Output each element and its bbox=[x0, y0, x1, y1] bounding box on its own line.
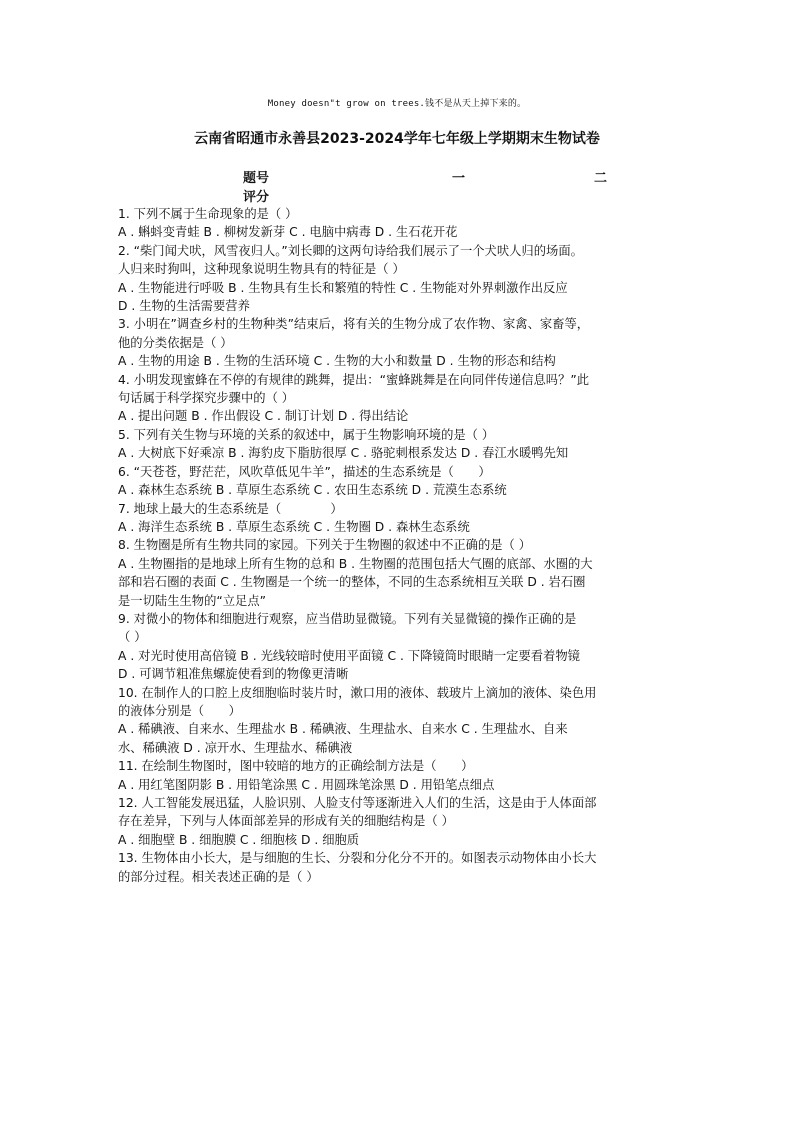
text-line: D . 可调节粗准焦螺旋使看到的物像更清晰 bbox=[118, 667, 349, 682]
text-line: 5. 下列有关生物与环境的关系的叙述中，属于生物影响环境的是（ ） bbox=[118, 427, 495, 442]
text-line: A . 提出问题 B . 作出假设 C . 制订计划 D . 得出结论 bbox=[118, 409, 409, 424]
text-line: A . 生物能进行呼吸 B . 生物具有生长和繁殖的特性 C . 生物能对外界刺激作出反应 bbox=[118, 280, 568, 295]
page-title: 云南省昭通市永善县2023-2024学年七年级上学期期末生物试卷 bbox=[194, 131, 600, 147]
text-line: （ ） bbox=[118, 630, 147, 645]
text-line: A . 细胞壁 B . 细胞膜 C . 细胞核 D . 细胞质 bbox=[118, 832, 360, 847]
text-line: 13. 生物体由小长大，是与细胞的生长、分裂和分化分不开的。如图表示动物体由小长大 bbox=[118, 851, 597, 866]
text-line: 部和岩石圈的表面 C . 生物圈是一个统一的整体，不同的生态系统相互关联 D . 岩石圈 bbox=[118, 575, 586, 590]
text-line: 2. “柴门闻犬吠，风雪夜归人。”刘长卿的这两句诗给我们展示了一个犬吠人归的场面。 bbox=[118, 243, 583, 258]
text-line: 11. 在绘制生物图时，图中较暗的地方的正确绘制方法是（ ） bbox=[118, 759, 474, 774]
score-table-score-label: 评分 bbox=[243, 190, 270, 205]
text-line: 1. 下列不属于生命现象的是（ ） bbox=[118, 207, 298, 221]
score-table-col-1: 一 bbox=[452, 171, 466, 186]
text-line: A . 对光时使用高倍镜 B . 光线较暗时使用平面镜 C . 下降镜筒时眼睛一定要看着物镜 bbox=[118, 648, 580, 663]
text-line: 8. 生物圈是所有生物共同的家园。下列关于生物圈的叙述中不正确的是（ ） bbox=[118, 538, 532, 553]
text-line: 存在差异，下列与人体面部差异的形成有关的细胞结构是（ ） bbox=[118, 814, 454, 829]
text-line: 水、稀碘液 D . 凉开水、生理盐水、稀碘液 bbox=[118, 740, 353, 755]
text-line: 句话属于科学探究步骤中的（ ） bbox=[118, 391, 295, 406]
text-line: 他的分类依据是（ ） bbox=[118, 335, 233, 350]
text-line: 9. 对微小的物体和细胞进行观察，应当借助显微镜。下列有关显微镜的操作正确的是 bbox=[118, 611, 577, 626]
text-line: D . 生物的生活需要营养 bbox=[118, 299, 250, 314]
score-table-question-label: 题号 bbox=[243, 171, 270, 186]
text-line: 的液体分别是（ ） bbox=[118, 703, 241, 718]
text-line: 12. 人工智能发展迅猛，人脸识别、人脸支付等逐渐进入人们的生活，这是由于人体面部 bbox=[118, 796, 597, 810]
text-line: A . 稀碘液、自来水、生理盐水 B . 稀碘液、生理盐水、自来水 C . 生理盐水、自来 bbox=[118, 722, 568, 737]
text-line: 人归来时狗叫，这种现象说明生物具有的特征是（ ） bbox=[118, 262, 405, 277]
text-line: 的部分过程。相关表述正确的是（ ） bbox=[118, 869, 319, 884]
text-line: 4. 小明发现蜜蜂在不停的有规律的跳舞，提出：“蜜蜂跳舞是在向同伴传递信息吗？”此 bbox=[118, 372, 590, 387]
text-line: A . 森林生态系统 B . 草原生态系统 C . 农田生态系统 D . 荒漠生态系统 bbox=[118, 483, 507, 498]
text-line: 3. 小明在”调查乡村的生物种类”结束后，将有关的生物分成了农作物、家禽、家畜等， bbox=[118, 317, 590, 332]
text-line: A . 生物圈指的是地球上所有生物的总和 B . 生物圈的范围包括大气圈的底部、水圈的大 bbox=[118, 556, 593, 571]
text-line: 7. 地球上最大的生态系统是（ ） bbox=[118, 501, 343, 516]
text-line: 是一切陆生生物的“立足点” bbox=[118, 593, 267, 608]
question-list bbox=[118, 205, 678, 886]
text-line: 10. 在制作人的口腔上皮细胞临时装片时，漱口用的液体、载玻片上滴加的液体、染色用 bbox=[118, 685, 597, 700]
text-line: 6. “天苍苍，野茫茫，风吹草低见牛羊”，描述的生态系统是（ ） bbox=[118, 464, 491, 479]
text-line: A . 蝌蚪变青蛙 B . 柳树发新芽 C . 电脑中病毒 D . 生石花开花 bbox=[118, 225, 458, 240]
text-line: A . 海洋生态系统 B . 草原生态系统 C . 生物圈 D . 森林生态系统 bbox=[118, 519, 470, 534]
text-line: A . 生物的用途 B . 生物的生活环境 C . 生物的大小和数量 D . 生物的形态和结构 bbox=[118, 354, 556, 369]
score-table-col-2: 二 bbox=[594, 171, 608, 186]
text-line: A . 大树底下好乘凉 B . 海豹皮下脂肪很厚 C . 骆驼刺根系发达 D . 春江水暖鸭先知 bbox=[118, 446, 569, 461]
text-line: A . 用红笔图阴影 B . 用铅笔涂黑 C . 用圆珠笔涂黑 D . 用铅笔点细点 bbox=[118, 777, 495, 792]
header-note: Money doesn"t grow on trees.钱不是从天上掉下来的。 bbox=[267, 99, 527, 109]
